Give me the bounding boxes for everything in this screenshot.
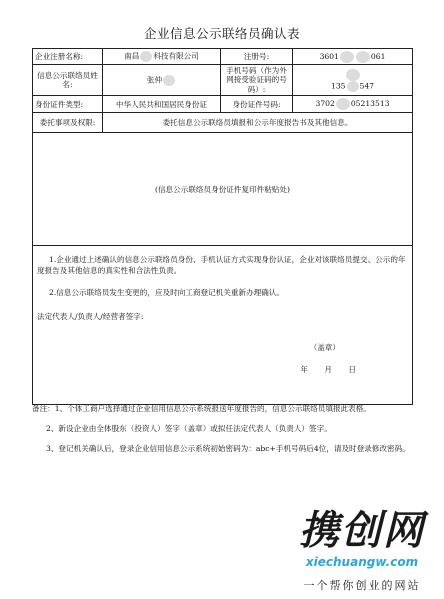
signature-label: 法定代表人/负责人/经营者签字: — [37, 311, 144, 321]
reg-name-value — [103, 49, 221, 65]
liaison-name-text: 张仲 — [146, 75, 163, 85]
phone-label: 手机号码（作为外网接受验证码的号码）: — [221, 65, 293, 96]
site-watermark — [280, 495, 444, 599]
liaison-name-value — [103, 65, 221, 96]
reg-no-suffix: 061 — [370, 51, 386, 61]
row-id — [33, 96, 413, 113]
commitment-paragraph-1: 1.企业通过上述确认的信息公示联络员身份、手机认证方式实现身份认证，企业对该联络员提交、公示的年度报告及其他信息的真实性和合法性负责。 — [37, 255, 406, 276]
redaction-blur — [347, 81, 359, 92]
reg-no-value — [293, 49, 413, 65]
reg-name-suffix: 科技有限公司 — [153, 51, 199, 61]
reg-name-prefix: 南昌 — [124, 51, 140, 61]
watermark-slogan: 一个帮你创业的网站 — [303, 579, 421, 592]
reg-no-label: 注册号: — [221, 49, 293, 65]
row-photo — [33, 133, 413, 246]
commitment-cell — [33, 246, 413, 405]
id-type-value: 中华人民共和国居民身份证 — [103, 96, 221, 113]
commitment-paragraph-2: 2.信息公示联络员发生变更的，应及时向工商登记机关重新办理确认。 — [49, 288, 285, 298]
id-no-label: 身份证件号码: — [221, 96, 293, 113]
redaction-blur — [346, 69, 360, 81]
watermark-logo: 携创网 — [299, 508, 425, 554]
delegation-value: 委托信息公示联络员填报和公示年度报告书及其他信息。 — [103, 113, 413, 133]
redaction-blur — [336, 98, 350, 110]
row-commitment — [33, 246, 413, 405]
reg-name-label: 企业注册名称: — [33, 49, 103, 65]
seal-label: （盖章） — [309, 343, 340, 353]
phone-value — [293, 65, 413, 96]
redaction-blur — [163, 75, 175, 86]
note-2: 2、新设企业由全体股东（投资人）签字（盖章）或拟任法定代表人（负责人）签字。 — [46, 424, 332, 433]
redaction-blur — [140, 51, 152, 62]
phone-prefix: 135 — [331, 81, 346, 91]
id-no-value — [293, 96, 413, 113]
note-1: 备注：1、个体工商户选择通过企业信用信息公示系统报送年度报告的，信息公示联络员填报此表格。 — [32, 404, 371, 413]
delegation-label: 委托事项及权限: — [33, 113, 103, 133]
redaction-blur — [356, 51, 370, 63]
id-no-prefix: 3702 — [315, 99, 335, 109]
row-liaison — [33, 65, 413, 96]
id-no-suffix: 05213513 — [350, 99, 390, 109]
photo-placeholder: (信息公示联络员身份证件复印件粘贴处) — [154, 184, 291, 194]
note-3: 3、登记机关确认后，登录企业信用信息公示系统初始密码为：abc+手机号码后4位，请及时登录修改密码。 — [46, 444, 410, 453]
date-label: 年 月 日 — [300, 364, 356, 374]
row-registration — [33, 49, 413, 65]
reg-no-prefix: 3601 — [319, 51, 339, 61]
id-copy-paste-area — [33, 133, 413, 246]
id-type-label: 身份证件类型: — [33, 96, 103, 113]
liaison-form-table — [32, 48, 413, 405]
phone-suffix: 547 — [359, 81, 374, 91]
notes-section — [32, 403, 416, 454]
redaction-blur — [340, 51, 354, 63]
row-delegation — [33, 113, 413, 133]
document-title: 企业信息公示联络员确认表 — [143, 26, 300, 41]
liaison-name-label: 信息公示联络员姓名: — [33, 65, 103, 96]
watermark-url: xiechuangw.com — [305, 555, 419, 569]
